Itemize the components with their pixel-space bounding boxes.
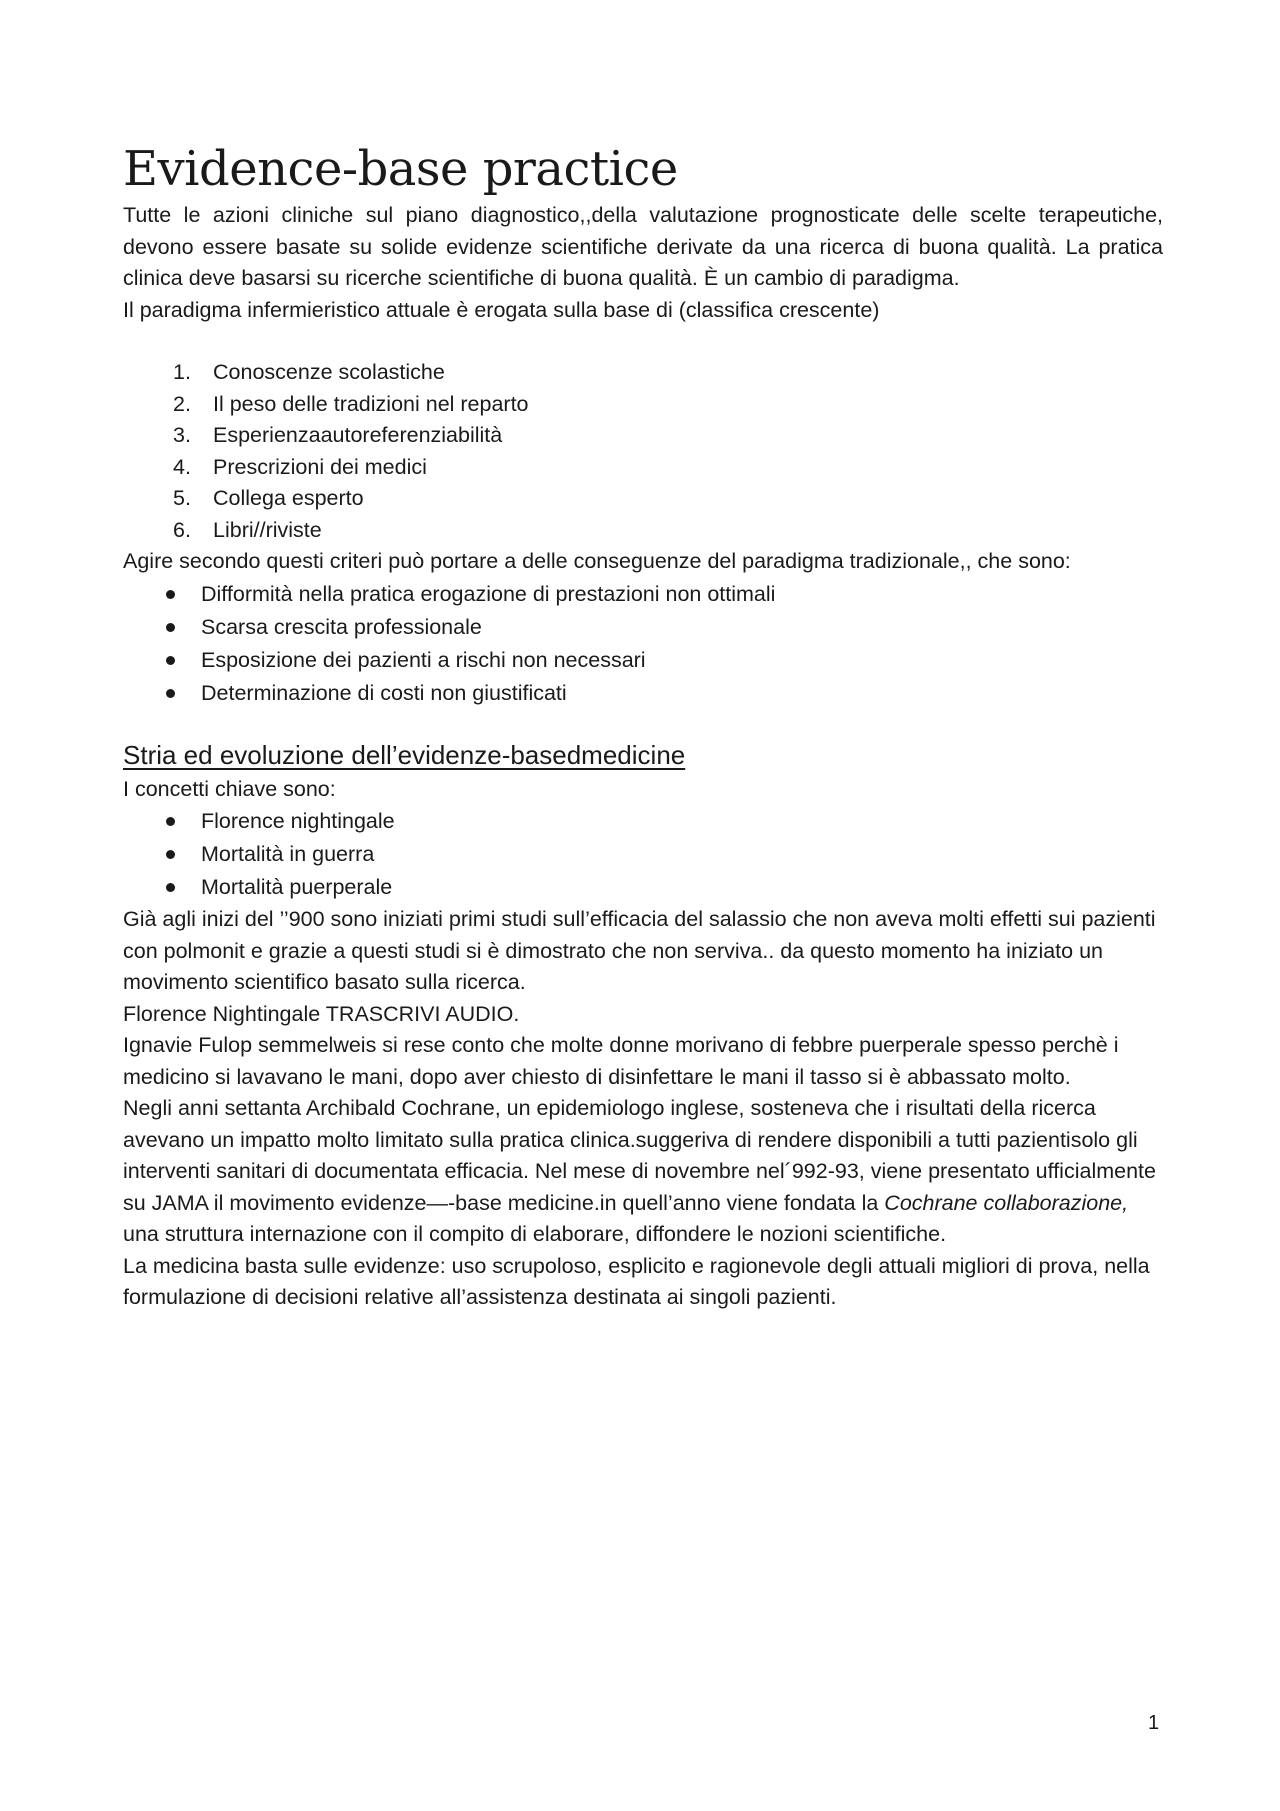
list-item: 3. Esperienzaautoreferenziabilità	[173, 423, 503, 447]
list-item: 2. Il peso delle tradizioni nel reparto	[173, 391, 529, 416]
consequences-intro: Agire secondo questi criteri può portare a delle conseguenze del paradigma tradizionale,, che sono:	[123, 549, 1071, 573]
paradigm-paragraph: Il paradigma infermieristico attuale è erogata sulla base di (classifica crescente)	[123, 297, 880, 322]
list-item: Mortalità puerperale	[123, 871, 1163, 904]
list-item: Scarsa crescita professionale	[123, 611, 1163, 644]
document-title: Evidence-base practice	[123, 141, 678, 197]
history-paragraph-3: Ignavie Fulop semmelweis si rese conto che molte donne morivano di febbre puerperale spesso perchè i medicino si lavavano le mani, dopo aver chiesto di disinfettare le mani il tasso si è abbassato molto.	[123, 1033, 1119, 1089]
key-concepts-intro: I concetti chiave sono:	[123, 776, 336, 801]
consequences-list	[123, 578, 1163, 710]
list-item: Florence nightingale	[123, 805, 1163, 838]
history-paragraph-2: Florence Nightingale TRASCRIVI AUDIO.	[123, 1001, 520, 1026]
spacer	[123, 326, 1163, 357]
list-item: Determinazione di costi non giustificati	[123, 677, 1163, 710]
intro-paragraph: Tutte le azioni cliniche sul piano diagnostico,,della valutazione prognosticate delle scelte terapeutiche, devono essere basate su solide evidenze scientifiche derivate da una ricerca di buona qualità. La pratica clinica deve basarsi su ricerche scientifiche di buona qualità. È un cambio di paradigma.	[123, 203, 1163, 290]
page-number: 1	[1148, 1712, 1160, 1734]
history-paragraph-5: La medicina basta sulle evidenze: uso scrupoloso, esplicito e ragionevole degli attuali migliori di prova, nella formulazione di decisioni relative all’assistenza destinata ai singoli pazienti.	[123, 1253, 1150, 1309]
bullet-icon	[166, 689, 175, 698]
history-paragraph-1: Già agli inizi del ’’900 sono iniziati primi studi sull’efficacia del salassio che non aveva molti effetti sui pazienti con polmonit e grazie a questi studi si è dimostrato che non serviva.. da questo momento ha iniziato un movimento scientifico basato sulla ricerca.	[123, 907, 1156, 994]
bullet-icon	[166, 850, 175, 859]
bullet-icon	[166, 623, 175, 632]
list-item: 1. Conoscenze scolastiche	[173, 360, 445, 384]
bullet-icon	[166, 817, 175, 826]
list-item: 5. Collega esperto	[173, 486, 364, 510]
bullet-icon	[166, 590, 175, 599]
list-item: Difformità nella pratica erogazione di prestazioni non ottimali	[123, 578, 1163, 611]
document-page	[123, 140, 1163, 1314]
italic-term: Cochrane collaborazione,	[884, 1190, 1129, 1215]
list-item: Mortalità in guerra	[123, 838, 1163, 871]
list-item: 4. Prescrizioni dei medici	[173, 454, 427, 479]
bullet-icon	[166, 883, 175, 892]
history-paragraph-4: Negli anni settanta Archibald Cochrane, un epidemiologo inglese, sosteneva che i risultati della ricerca avevano un impatto molto limitato sulla pratica clinica.suggeriva di rendere disponibili a tutti pazientisolo gli interventi sanitari di documentata efficacia. Nel mese di novembre nel´992-93, viene presentato ufficialmente su JAMA il movimento evidenze—-base medicine.in quell’anno viene fondata la Cochrane collaborazione, una struttura internazione con il compito di elaborare, diffondere le nozioni scientifiche.	[123, 1096, 1156, 1246]
list-item: Esposizione dei pazienti a rischi non necessari	[123, 644, 1163, 677]
bullet-icon	[166, 656, 175, 665]
section-heading: Stria ed evoluzione dell’evidenze-basedmedicine	[123, 739, 686, 770]
numbered-list	[123, 357, 1163, 546]
key-concepts-list	[123, 805, 1163, 904]
list-item: 6. Libri//riviste	[173, 517, 322, 542]
